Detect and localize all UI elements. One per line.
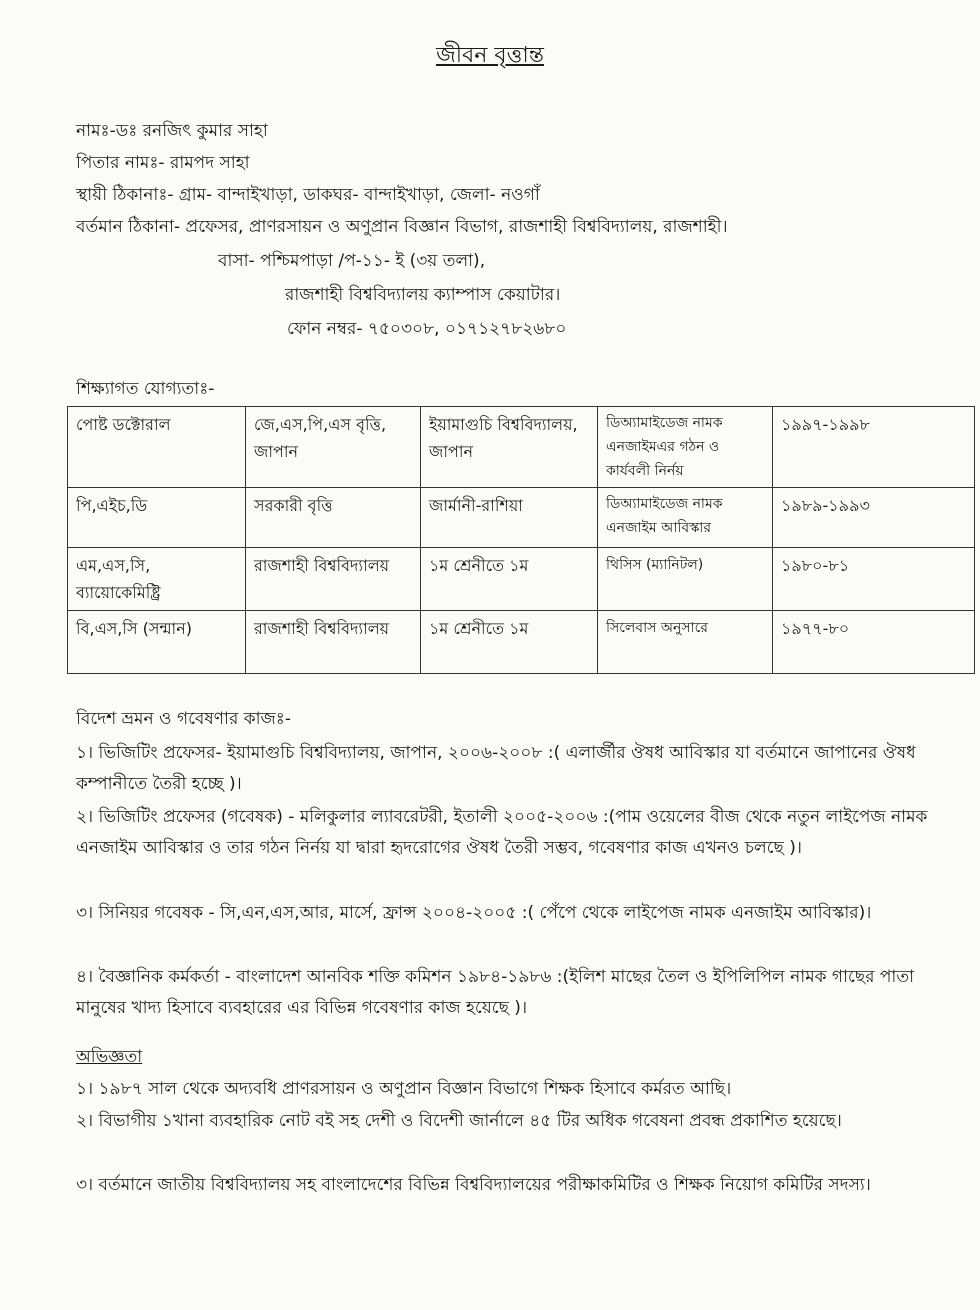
name-line: নামঃ-ডঃ রনজিৎ কুমার সাহা <box>76 121 268 141</box>
research-item: ২। ভিজিটিং প্রফেসর (গবেষক) - মলিকুলার ল্যাবরেটরী, ইতালী ২০০৫-২০০৬ :(পাম ওয়েলের বীজ থেকে নতুন লাইপেজ নামক এনজাইম আবিস্কার ও তার গঠন নির্নয় যা দ্বারা হৃদরোগের ঔষধ তৈরী সম্ভব, গবেষণার কাজ এখনও চলছে )। <box>76 807 928 858</box>
table-cell: ১ম শ্রেনীতে ১ম <box>421 611 598 674</box>
table-cell: ১৯৯৭-১৯৯৮ <box>773 407 975 488</box>
table-cell: সিলেবাস অনুসারে <box>598 611 773 674</box>
table-cell: এম,এস,সি, ব্যায়োকেমিষ্ট্রি <box>68 548 246 611</box>
table-cell: ১ম শ্রেনীতে ১ম <box>421 548 598 611</box>
research-heading: বিদেশ ভ্রমন ও গবেষণার কাজঃ- <box>76 709 291 729</box>
table-cell: রাজশাহী বিশ্ববিদ্যালয় <box>246 548 421 611</box>
quarter-line: রাজশাহী বিশ্ববিদ্যালয় ক্যাম্পাস কেয়াটার। <box>285 285 561 305</box>
research-item: ১। ভিজিটিং প্রফেসর- ইয়ামাগুচি বিশ্ববিদ্যালয়, জাপান, ২০০৬-২০০৮ :( এলার্জীর ঔষধ আবিস্কার যা বর্তমানে জাপানের ঔষধ কম্পানীতে তৈরী হচ্ছে )। <box>76 743 916 794</box>
table-cell: জে,এস,পি,এস বৃত্তি, জাপান <box>246 407 421 488</box>
table-cell: সরকারী বৃত্তি <box>246 488 421 548</box>
table-cell: বি,এস,সি (সন্মান) <box>68 611 246 674</box>
table-cell: ১৯৭৭-৮০ <box>773 611 975 674</box>
table-cell: থিসিস (ম্যানিটল) <box>598 548 773 611</box>
experience-item: ৩। বর্তমানে জাতীয় বিশ্ববিদ্যালয় সহ বাংলাদেশের বিভিন্ন বিশ্ববিদ্যালয়ের পরীক্ষাকমিটির ও শিক্ষক নিয়োগ কমিটির সদস্য। <box>76 1175 871 1195</box>
permanent-address-line: স্থায়ী ঠিকানাঃ- গ্রাম- বান্দাইখাড়া, ডাকঘর- বান্দাইখাড়া, জেলা- নওগাঁ <box>76 185 540 205</box>
experience-item: ১। ১৯৮৭ সাল থেকে অদ্যবধি প্রাণরসায়ন ও অণুপ্রান বিজ্ঞান বিভাগে শিক্ষক হিসাবে কর্মরত আছি। <box>76 1079 732 1099</box>
table-cell: ১৯৮০-৮১ <box>773 548 975 611</box>
table-row <box>68 488 975 548</box>
table-row <box>68 407 975 488</box>
document-title: জীবন বৃত্তান্ত <box>436 43 544 68</box>
table-cell: ডিঅ্যামাইডেজ নামক এনজাইমএর গঠন ও কার্যবলী নির্নয় <box>598 407 773 488</box>
education-heading: শিক্ষ্যাগত যোগ্যতাঃ- <box>76 379 215 399</box>
present-address-line: বর্তমান ঠিকানা- প্রফেসর, প্রাণরসায়ন ও অণুপ্রান বিজ্ঞান বিভাগ, রাজশাহী বিশ্ববিদ্যালয়, রাজশাহী। <box>76 217 728 237</box>
table-cell: ডিঅ্যামাইডেজ নামক এনজাইম আবিস্কার <box>598 488 773 548</box>
table-cell: ইয়ামাগুচি বিশ্ববিদ্যালয়, জাপান <box>421 407 598 488</box>
table-cell: রাজশাহী বিশ্ববিদ্যালয় <box>246 611 421 674</box>
education-table <box>67 406 975 674</box>
research-item: ৪। বৈজ্ঞানিক কর্মকর্তা - বাংলাদেশ আনবিক শক্তি কমিশন ১৯৮৪-১৯৮৬ :(ইলিশ মাছের তৈল ও ইপিলিপিল নামক গাছের পাতা মানুষের খাদ্য হিসাবে ব্যবহারের এর বিভিন্ন গবেষণার কাজ হয়েছে )। <box>76 967 915 1018</box>
research-item: ৩। সিনিয়র গবেষক - সি,এন,এস,আর, মার্সে, ফ্রান্স ২০০৪-২০০৫ :( পেঁপে থেকে লাইপেজ নামক এনজাইম আবিস্কার)। <box>76 903 872 923</box>
phone-line: ফোন নম্বর- ৭৫০৩০৮, ০১৭১২৭৮২৬৮০ <box>287 319 567 339</box>
experience-item: ২। বিভাগীয় ১খানা ব্যবহারিক নোট বই সহ দেশী ও বিদেশী জার্নালে ৪৫ টির অধিক গবেষনা প্রবন্ধ প্রকাশিত হয়েছে। <box>76 1111 842 1131</box>
table-cell: জার্মানী-রাশিয়া <box>421 488 598 548</box>
table-cell: পি,এইচ,ডি <box>68 488 246 548</box>
table-row <box>68 611 975 674</box>
residence-line: বাসা- পশ্চিমপাড়া /প-১১- ই (৩য় তলা), <box>218 251 486 271</box>
father-name-line: পিতার নামঃ- রামপদ সাহা <box>76 153 250 173</box>
table-cell: ১৯৮৯-১৯৯৩ <box>773 488 975 548</box>
experience-heading: অভিজ্ঞতা <box>76 1047 143 1067</box>
table-row <box>68 548 975 611</box>
table-cell: পোষ্ট ডক্টোরাল <box>68 407 246 488</box>
